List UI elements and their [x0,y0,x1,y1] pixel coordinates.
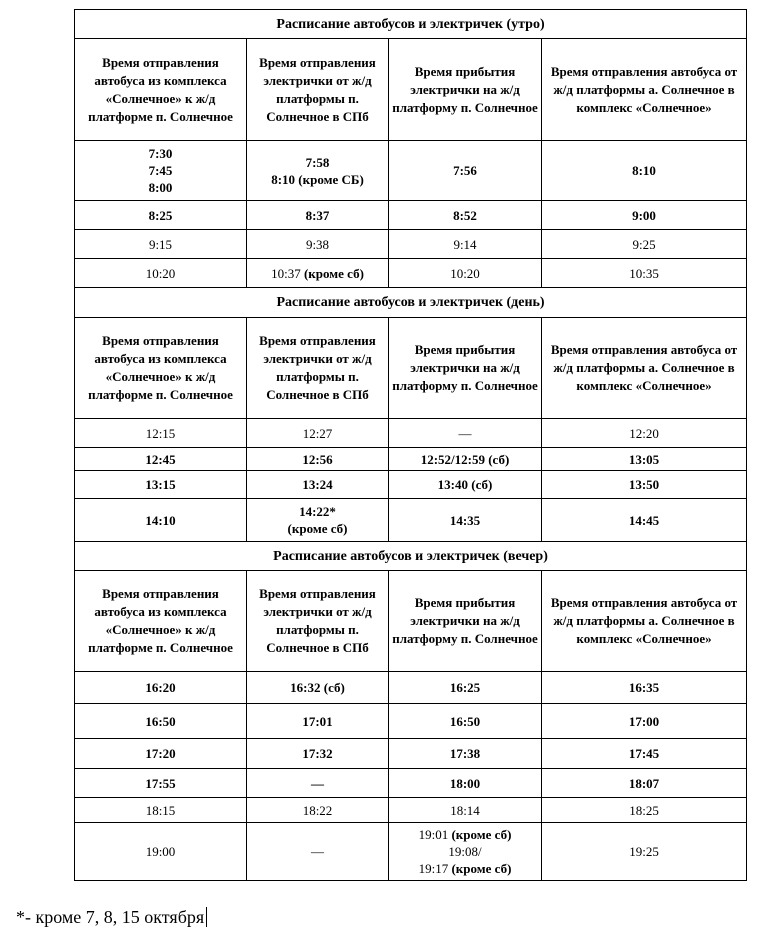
header-row [75,318,747,419]
cell-train-arrival: 16:25 [389,672,542,704]
cell-train-departure: — [247,769,389,798]
column-header-train-departure: Время отправления электрички от ж/д платформы п. Солнечное в СПб [247,39,389,141]
cell-bus-departure: 13:15 [75,471,247,499]
cell-train-departure: 13:24 [247,471,389,499]
table-row [75,672,747,704]
cell-train-arrival: 18:14 [389,798,542,823]
column-header-train-arrival: Время прибытия электрички на ж/д платформу п. Солнечное [389,39,542,141]
cell-train-departure: 9:38 [247,230,389,259]
table-row [75,201,747,230]
table-row [75,823,747,881]
cell-bus-departure: 12:15 [75,419,247,448]
cell-bus-return: 9:00 [542,201,747,230]
cell-bus-departure: 8:25 [75,201,247,230]
cell-train-departure: 12:27 [247,419,389,448]
cell-bus-departure: 16:20 [75,672,247,704]
cell-train-arrival: — [389,419,542,448]
cell-train-departure: 7:58 8:10 (кроме СБ) [247,141,389,201]
cell-bus-return: 14:45 [542,499,747,542]
saturday-note: (кроме сб) [448,861,512,876]
column-header-bus-return: Время отправления автобуса от ж/д платформы а. Солнечное в комплекс «Солнечное» [542,571,747,672]
cell-bus-return: 16:35 [542,672,747,704]
section-title-morning: Расписание автобусов и электричек (утро) [75,10,747,39]
column-header-train-departure: Время отправления электрички от ж/д платформы п. Солнечное в СПб [247,318,389,419]
cell-train-arrival: 8:52 [389,201,542,230]
cell-bus-departure: 16:50 [75,704,247,739]
footnote [16,906,207,928]
saturday-note: (кроме сб) [448,827,512,842]
schedule-table [74,9,747,881]
text-cursor [206,907,207,927]
column-header-bus-return: Время отправления автобуса от ж/д платформы а. Солнечное в комплекс «Солнечное» [542,318,747,419]
cell-bus-return: 17:45 [542,739,747,769]
cell-train-arrival: 10:20 [389,259,542,288]
table-row [75,448,747,471]
cell-train-arrival: 14:35 [389,499,542,542]
cell-train-arrival: 12:52/12:59 (сб) [389,448,542,471]
cell-bus-departure: 17:55 [75,769,247,798]
table-row [75,141,747,201]
column-header-bus-return: Время отправления автобуса от ж/д платформы а. Солнечное в комплекс «Солнечное» [542,39,747,141]
cell-bus-departure: 14:10 [75,499,247,542]
column-header-train-arrival: Время прибытия электрички на ж/д платформу п. Солнечное [389,318,542,419]
cell-bus-departure: 12:45 [75,448,247,471]
cell-train-departure: 8:37 [247,201,389,230]
cell-train-departure: — [247,823,389,881]
cell-bus-departure: 17:20 [75,739,247,769]
cell-train-arrival: 19:01 (кроме сб) 19:08/ 19:17 (кроме сб) [389,823,542,881]
cell-train-departure: 17:32 [247,739,389,769]
column-header-bus-departure: Время отправления автобуса из комплекса «Солнечное» к ж/д платформе п. Солнечное [75,318,247,419]
table-row [75,499,747,542]
cell-train-arrival: 17:38 [389,739,542,769]
table-row [75,471,747,499]
cell-bus-return: 12:20 [542,419,747,448]
header-row [75,571,747,672]
footnote-text: *- кроме 7, 8, 15 октября [16,907,205,927]
cell-bus-return: 13:50 [542,471,747,499]
cell-bus-return: 10:35 [542,259,747,288]
column-header-bus-departure: Время отправления автобуса из комплекса «Солнечное» к ж/д платформе п. Солнечное [75,571,247,672]
cell-bus-return: 19:25 [542,823,747,881]
cell-bus-departure: 19:00 [75,823,247,881]
table-row [75,769,747,798]
column-header-train-departure: Время отправления электрички от ж/д платформы п. Солнечное в СПб [247,571,389,672]
cell-train-arrival: 7:56 [389,141,542,201]
cell-bus-return: 17:00 [542,704,747,739]
cell-train-departure: 18:22 [247,798,389,823]
cell-bus-departure: 7:30 7:45 8:00 [75,141,247,201]
cell-bus-departure: 9:15 [75,230,247,259]
cell-train-departure: 17:01 [247,704,389,739]
section-title-row [75,542,747,571]
table-row [75,230,747,259]
cell-bus-return: 8:10 [542,141,747,201]
cell-bus-departure: 10:20 [75,259,247,288]
table-row [75,419,747,448]
cell-train-departure: 12:56 [247,448,389,471]
cell-bus-departure: 18:15 [75,798,247,823]
section-title-evening: Расписание автобусов и электричек (вечер) [75,542,747,571]
column-header-bus-departure: Время отправления автобуса из комплекса «Солнечное» к ж/д платформе п. Солнечное [75,39,247,141]
cell-train-departure: 14:22* (кроме сб) [247,499,389,542]
section-title-day: Расписание автобусов и электричек (день) [75,288,747,318]
table-row [75,704,747,739]
cell-train-arrival: 16:50 [389,704,542,739]
saturday-note: (кроме сб) [300,265,364,281]
cell-train-departure: 16:32 (сб) [247,672,389,704]
cell-bus-return: 18:07 [542,769,747,798]
cell-train-departure: 10:37 (кроме сб) [247,259,389,288]
cell-train-arrival: 13:40 (сб) [389,471,542,499]
table-row [75,259,747,288]
cell-train-arrival: 18:00 [389,769,542,798]
section-title-row [75,288,747,318]
cell-bus-return: 18:25 [542,798,747,823]
column-header-train-arrival: Время прибытия электрички на ж/д платформу п. Солнечное [389,571,542,672]
section-title-row [75,10,747,39]
cell-train-arrival: 9:14 [389,230,542,259]
table-row [75,798,747,823]
cell-bus-return: 9:25 [542,230,747,259]
table-row [75,739,747,769]
header-row [75,39,747,141]
cell-bus-return: 13:05 [542,448,747,471]
